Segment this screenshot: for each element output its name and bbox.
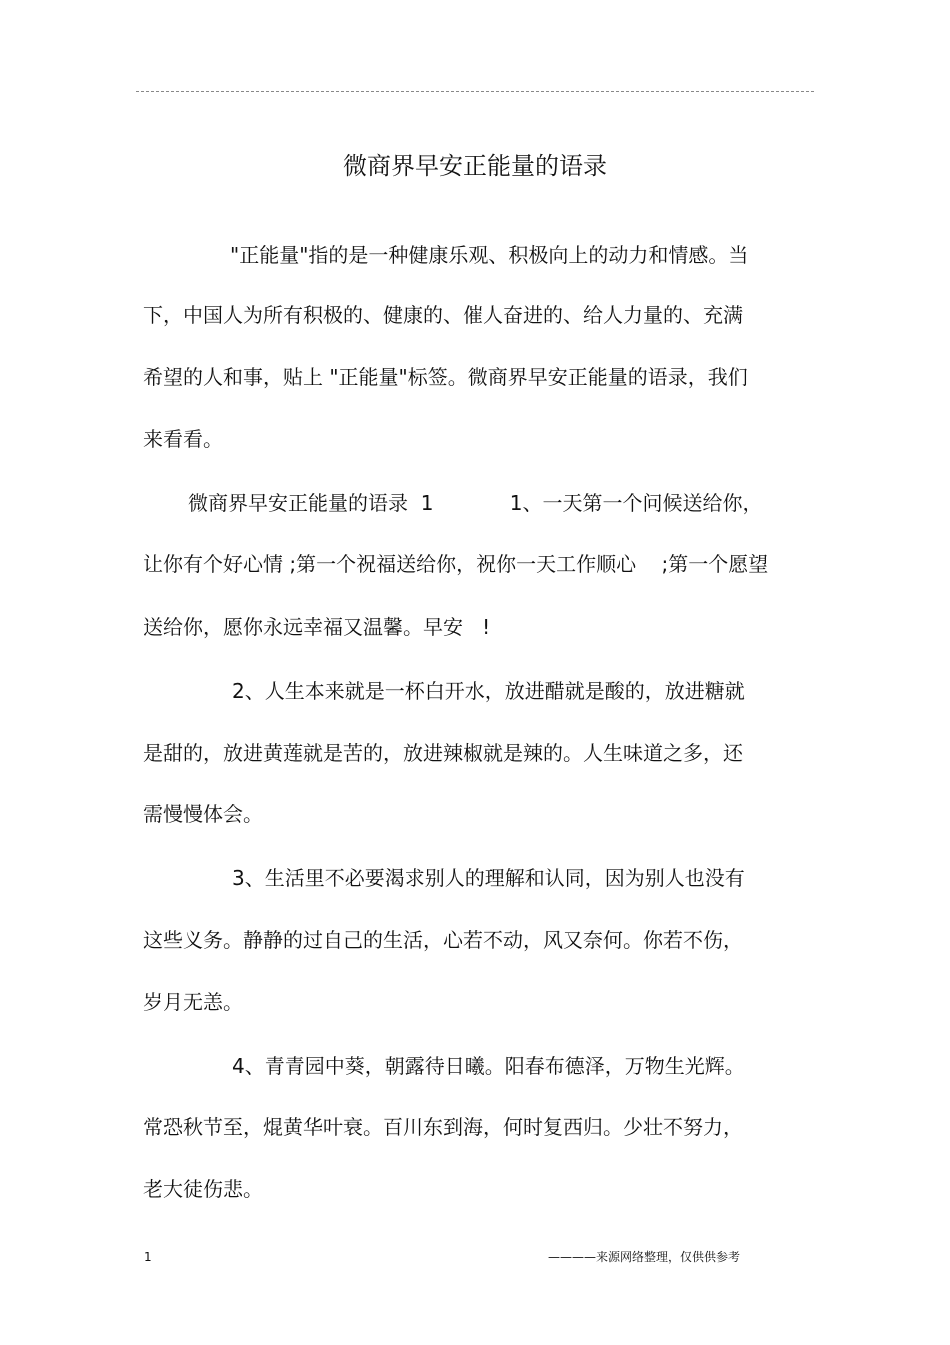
body-line: 这些义务。静静的过自己的生活，心若不动，风又奈何。你若不伤， xyxy=(143,928,743,952)
body-line: 2、人生本来就是一杯白开水，放进醋就是酸的，放进糖就 xyxy=(232,679,745,703)
body-line: 4、青青园中葵，朝露待日曦。阳春布德泽，万物生光辉。 xyxy=(232,1054,745,1078)
body-line: 老大徒伤悲。 xyxy=(143,1177,263,1201)
body-line: 常恐秋节至，焜黄华叶衰。百川东到海，何时复西归。少壮不努力， xyxy=(143,1115,743,1139)
body-line: 岁月无恙。 xyxy=(143,990,243,1014)
body-line: 是甜的，放进黄莲就是苦的，放进辣椒就是辣的。人生味道之多，还 xyxy=(143,741,743,765)
body-line: 希望的人和事，贴上 "正能量"标签。微商界早安正能量的语录，我们 xyxy=(143,365,748,389)
body-line: 微商界早安正能量的语录 1 1、一天第一个问候送给你， xyxy=(188,491,763,515)
body-line: 需慢慢体会。 xyxy=(143,802,263,826)
body-line: 送给你，愿你永远幸福又温馨。早安 ! xyxy=(143,615,491,639)
page-title: 微商界早安正能量的语录 xyxy=(343,152,607,180)
footer-source-note: ————来源网络整理，仅供供参考 xyxy=(548,1250,741,1264)
top-divider xyxy=(136,91,814,92)
body-line: "正能量"指的是一种健康乐观、积极向上的动力和情感。当 xyxy=(230,243,749,267)
body-line: 让你有个好心情 ;第一个祝福送给你，祝你一天工作顺心 ;第一个愿望 xyxy=(143,552,769,576)
body-line: 下，中国人为所有积极的、健康的、催人奋进的、给人力量的、充满 xyxy=(143,303,743,327)
body-line: 来看看。 xyxy=(143,427,223,451)
body-line: 3、生活里不必要渴求别人的理解和认同，因为别人也没有 xyxy=(232,866,745,890)
page-number: 1 xyxy=(144,1250,152,1264)
